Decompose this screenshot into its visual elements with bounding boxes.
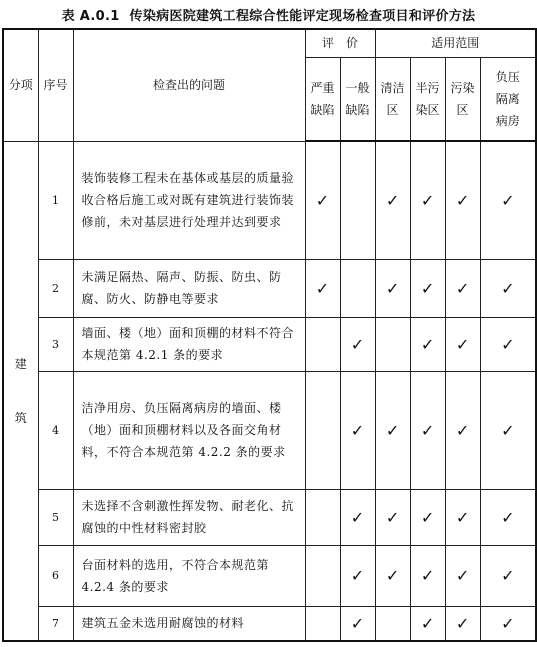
check-mark-icon: ✓ [445,371,480,489]
empty-cell [340,141,375,259]
check-mark-icon: ✓ [410,317,445,371]
check-mark-icon: ✓ [480,606,536,641]
table-row [3,489,536,545]
seq-cell: 4 [38,371,73,489]
header-general-line1: 一般 [345,80,370,95]
check-mark-icon: ✓ [445,545,480,606]
category-char: 建 [14,356,27,371]
check-mark-icon: ✓ [480,545,536,606]
check-mark-icon: ✓ [480,141,536,259]
check-mark-icon: ✓ [375,259,410,317]
check-mark-icon: ✓ [375,489,410,545]
category-char: 筑 [14,410,27,425]
check-mark-icon: ✓ [375,545,410,606]
header-negative-line1: 负压 [495,69,520,84]
check-mark-icon: ✓ [410,606,445,641]
header-semi-polluted-zone [410,57,445,141]
table-row [3,371,536,489]
header-negative-line2: 隔离 [495,91,520,106]
header-serious-line1: 严重 [310,80,335,95]
empty-cell [305,371,340,489]
empty-cell [305,545,340,606]
empty-cell [305,489,340,545]
check-mark-icon: ✓ [410,141,445,259]
table-row [3,545,536,606]
check-mark-icon: ✓ [445,259,480,317]
check-mark-icon: ✓ [445,141,480,259]
problem-cell: 洁净用房、负压隔离病房的墙面、楼（地）面和顶棚材料以及各面交角材料，不符合本规范第 4.2.2 条的要求 [73,371,305,489]
check-mark-icon: ✓ [340,545,375,606]
header-negative-pressure-ward [480,57,536,141]
seq-cell: 2 [38,259,73,317]
check-mark-icon: ✓ [410,259,445,317]
check-mark-icon: ✓ [480,371,536,489]
header-polluted-zone [445,57,480,141]
header-scope: 适用范围 [375,29,536,57]
check-mark-icon: ✓ [375,371,410,489]
check-mark-icon: ✓ [410,489,445,545]
header-semi-line1: 半污 [415,80,440,95]
check-mark-icon: ✓ [480,259,536,317]
header-semi-line2: 染区 [415,102,440,117]
header-polluted-line1: 污染 [450,80,475,95]
check-mark-icon: ✓ [340,371,375,489]
table-title-text: 传染病医院建筑工程综合性能评定现场检查项目和评价方法 [129,8,476,24]
seq-cell: 3 [38,317,73,371]
empty-cell [375,606,410,641]
table-code: 表 A.0.1 [61,8,120,24]
header-evaluation: 评 价 [305,29,375,57]
header-problem: 检查出的问题 [73,29,305,141]
empty-cell [340,259,375,317]
table-row [3,606,536,641]
seq-cell: 6 [38,545,73,606]
check-mark-icon: ✓ [305,141,340,259]
table-row [3,141,536,259]
seq-cell: 1 [38,141,73,259]
table-title [0,0,537,28]
problem-cell: 墙面、楼（地）面和顶棚的材料不符合本规范第 4.2.1 条的要求 [73,317,305,371]
header-general-defect [340,57,375,141]
problem-cell: 未满足隔热、隔声、防振、防虫、防腐、防火、防静电等要求 [73,259,305,317]
inspection-table [2,28,537,642]
table-row [3,259,536,317]
seq-cell: 7 [38,606,73,641]
header-clean-zone [375,57,410,141]
check-mark-icon: ✓ [375,141,410,259]
check-mark-icon: ✓ [340,606,375,641]
check-mark-icon: ✓ [480,317,536,371]
problem-cell: 未选择不含刺激性挥发物、耐老化、抗腐蚀的中性材料密封胶 [73,489,305,545]
check-mark-icon: ✓ [445,606,480,641]
problem-cell: 装饰装修工程未在基体或基层的质量验收合格后施工或对既有建筑进行装饰装修前，未对基层进行处理并达到要求 [73,141,305,259]
check-mark-icon: ✓ [340,489,375,545]
header-polluted-line2: 区 [456,102,469,117]
check-mark-icon: ✓ [305,259,340,317]
header-seq: 序号 [38,29,73,141]
category-cell [3,141,38,641]
problem-cell: 建筑五金未选用耐腐蚀的材料 [73,606,305,641]
check-mark-icon: ✓ [340,317,375,371]
header-clean-line1: 清洁 [380,80,405,95]
table-row [3,317,536,371]
check-mark-icon: ✓ [445,317,480,371]
empty-cell [375,317,410,371]
header-general-line2: 缺陷 [345,102,370,117]
check-mark-icon: ✓ [410,545,445,606]
empty-cell [305,317,340,371]
seq-cell: 5 [38,489,73,545]
header-clean-line2: 区 [386,102,399,117]
check-mark-icon: ✓ [410,371,445,489]
header-serious-line2: 缺陷 [310,102,335,117]
problem-cell: 台面材料的选用，不符合本规范第 4.2.4 条的要求 [73,545,305,606]
header-category: 分项 [3,29,38,141]
check-mark-icon: ✓ [480,489,536,545]
header-negative-line3: 病房 [495,113,520,128]
check-mark-icon: ✓ [445,489,480,545]
header-serious-defect [305,57,340,141]
empty-cell [305,606,340,641]
